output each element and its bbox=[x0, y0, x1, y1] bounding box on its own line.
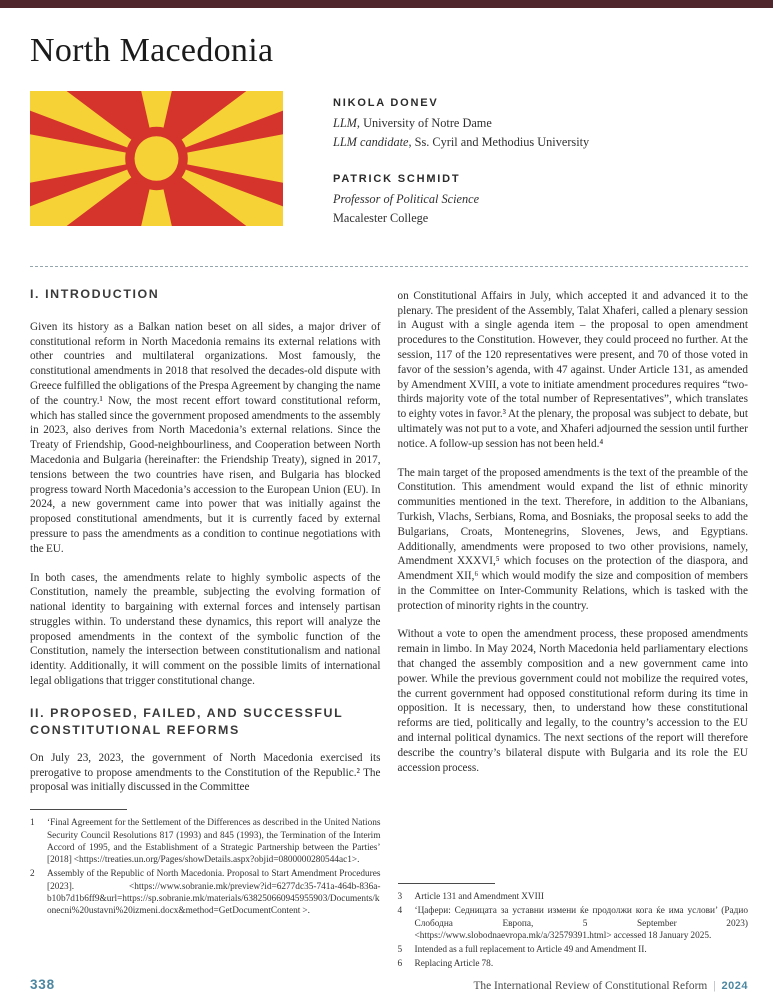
authors-block bbox=[333, 91, 589, 250]
reforms-paragraph-4: Without a vote to open the amendment process, these proposed amendments remain in limbo. In May 2024, North Macedonia held parliamentary elections that changed the assembly composition and a new government came into power. While the previous government could not mobilize the required votes, the current government had opposed constitutional reform during its time in opposition. It is necessary, then, to understand how these constitutional reforms are tied, politically and legally, to the country’s accession to the EU and internal political dynamics. The next sections of the report will therefore describe the country’s bilateral dispute with Bulgaria and its role the EU accession process. bbox=[397, 628, 748, 774]
north-macedonia-flag bbox=[30, 91, 283, 226]
footnote-rule bbox=[398, 883, 495, 884]
right-column bbox=[398, 286, 749, 997]
author-affiliation-line: Macalester College bbox=[333, 211, 429, 226]
article-body bbox=[0, 267, 773, 997]
footnote-text: Article 131 and Amendment XVIII bbox=[414, 891, 544, 902]
author-affiliation-line: Professor of Political Science bbox=[333, 192, 480, 207]
flag-sun-disk bbox=[135, 136, 179, 181]
journal-line bbox=[473, 980, 748, 992]
footnote bbox=[398, 891, 749, 903]
intro-paragraph-1: Given its history as a Balkan nation beset on all sides, a major driver of constitutional reform in North Macedonia remains its external relations with other countries and multilateral organizations. Most famously, the constitutional amendments in 2018 that resolved the decades-old dispute with Greece fulfilled the obligations of the Prespa Agreement by changing the name of the country.¹ Now, the most recent effort toward constitutional reform, which has stalled since the government proposed amendments to the assembly in 2023, also derives from North Macedonia’s external relations. Since the Treaty of Friendship, Good-neighbourliness, and Cooperation between North Macedonia and Bulgaria (hereinafter: the Friendship Treaty), signed in 2017, tensions between the two countries have risen, and Bulgaria has blocked progress toward North Macedonia’s accession to the European Union (EU). In 2024, a new government came into power that was initially against the proposed constitutional amendments, but it is currently faced by external pressure to pass the amendments as a condition to continue negotiations with the EU. bbox=[30, 320, 381, 555]
footnote bbox=[30, 817, 381, 866]
footnote-number: 3 bbox=[397, 891, 403, 902]
footnote-text: Assembly of the Republic of North Macedonia. Proposal to Start Amendment Procedures [2023]. <https://www.sobranie.mk/preview?id=6277dc35-741a-464b-836a-b10b7d1b6ff9&url=https://sp.sobranie.mk/materials/638250660945955903/Documents/konecni%20ustavni%20izmeni.docx&method=GetDocumentContent >. bbox=[47, 869, 381, 917]
top-accent-bar bbox=[0, 0, 773, 8]
reforms-paragraph-1: On July 23, 2023, the government of North Macedonia exercised its prerogative to propose amendments to the Constitution of the Republic.² The proposal was initially discussed in the Committee bbox=[30, 751, 381, 794]
author-name: NIKOLA DONEV bbox=[333, 97, 439, 109]
footer-separator: | bbox=[713, 980, 716, 992]
author-name: PATRICK SCHMIDT bbox=[333, 173, 461, 186]
author-2 bbox=[333, 173, 589, 227]
footnote bbox=[30, 868, 381, 917]
page-footer bbox=[30, 977, 748, 992]
author-affiliation-line: LLM, University of Notre Dame bbox=[333, 116, 492, 130]
footnote-number: 2 bbox=[30, 869, 35, 880]
journal-title: The International Review of Constitutional Reform bbox=[473, 980, 708, 992]
footnote-text: Intended as a full replacement to Article 49 and Amendment II. bbox=[414, 945, 647, 956]
footnote bbox=[398, 905, 749, 942]
footnote-number: 5 bbox=[397, 945, 403, 956]
footnote-number: 4 bbox=[397, 906, 403, 917]
footnote-number: 6 bbox=[397, 959, 403, 970]
author-affiliation-line: LLM candidate, Ss. Cyril and Methodius University bbox=[333, 134, 590, 149]
intro-paragraph-2: In both cases, the amendments relate to highly symbolic aspects of the Constitution, namely the preamble, subjecting the evolving formation of national identity to bargaining with external forces and intensely partisan struggles within. To understand these dynamics, this report will analyze the proposed amendments in the context of the symbolic function of the Constitution, namely the intersection between constitutionalism and national identity. Additionally, it will comment on the possible limits of international legal obligations that trigger constitutional change. bbox=[30, 571, 381, 688]
footnote-text: ‘Цафери: Седницата за уставни измени ќе продолжи кога ќе има услови’ (Радио Слободна Европа, 5 September 2023) <https://www.slobodnaevropa.mk/a/32579391.html> accessed 18 January 2025. bbox=[414, 906, 748, 941]
left-column bbox=[30, 286, 381, 997]
page-number: 338 bbox=[30, 977, 55, 992]
reforms-paragraph-3: The main target of the proposed amendments is the text of the preamble of the Constitution. This amendment would expand the list of ethnic minority communities mentioned in the text. Therefore, in addition to the Albanians, Turkish, Vlachs, Serbians, Roma, and Bosniaks, the proposal seeks to add the Bulgarians, Croats, Montenegrins, Slovenes, Jews, and Egyptians. Additionally, amendments were proposed to two other provisions, namely, Amendment XXXVI,⁵ which focuses on the protection of the diaspora, and Amendment XII,⁶ which would modify the size and composition of members in the Committee on Inter-Community Relations, which is tasked with the protection of minority rights in the country. bbox=[397, 466, 748, 612]
author-1 bbox=[333, 97, 589, 151]
footnote-text: Replacing Article 78. bbox=[414, 959, 494, 970]
page-title: North Macedonia bbox=[30, 32, 274, 69]
page-header bbox=[0, 0, 773, 250]
section-heading-introduction: I. INTRODUCTION bbox=[30, 286, 160, 301]
section-heading-reforms: II. PROPOSED, FAILED, AND SUCCESSFUL CONSTITUTIONAL REFORMS bbox=[30, 705, 344, 737]
footnote bbox=[398, 958, 749, 970]
reforms-paragraph-2: on Constitutional Affairs in July, which accepted it and advanced it to the plenary. The president of the Assembly, Talat Xhaferi, called a plenary session in August with a single agenda item – the proposal to open amendment procedures to the Constitution. However, they could proceed no further. At the session, 117 of the 120 representatives were present, and 70 of those voted in favor of the session’s agenda, with 47 against. Under Article 131, as amended by Amendment XVIII, a vote to initiate amendment procedures requires “two-thirds majority vote of the total number of Representatives”, which translates to eighty votes in favor.³ At the plenary, the proposal was subject to debate, but ultimately was not put to a vote, and Xhaferi adjourned the session until further notice. A follow-up session has not been held.⁴ bbox=[397, 289, 748, 450]
footnote-text: ‘Final Agreement for the Settlement of the Differences as described in the United Nations Security Council Resolutions 817 (1993) and 845 (1993), the Termination of the Interim Accord of 1995, and the Establishment of a Strategic Partnership between the Parties’ [2018] <https://treaties.un.org/Pages/showDetails.aspx?objid=0800000280544ac1>. bbox=[47, 818, 381, 866]
footnotes-right bbox=[398, 874, 749, 973]
footnote-number: 1 bbox=[30, 818, 35, 829]
footnote bbox=[398, 944, 749, 956]
footnote-rule bbox=[30, 809, 127, 810]
journal-year: 2024 bbox=[721, 980, 748, 992]
footnotes-left bbox=[30, 809, 381, 917]
